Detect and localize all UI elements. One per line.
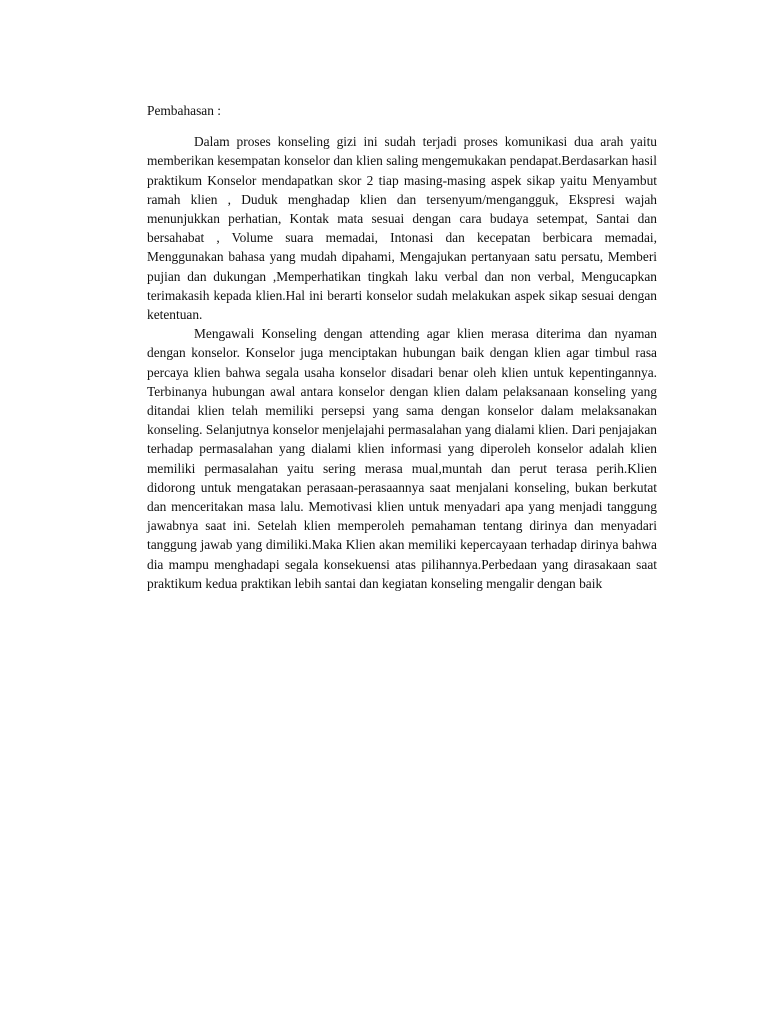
paragraph-2: Mengawali Konseling dengan attending agar klien merasa diterima dan nyaman dengan konselor. Konselor juga menciptakan hubungan baik dengan klien agar timbul rasa percaya klien bahwa segala usaha konselor disadari benar oleh klien untuk kepentingannya. Terbinanya hubungan awal antara konselor dengan klien dalam pelaksanaan konseling yang ditandai klien telah memiliki persepsi yang sama dengan konselor dalam melaksanakan konseling. Selanjutnya konselor menjelajahi permasalahan yang dialami klien. Dari penjajakan terhadap permasalahan yang dialami klien informasi yang diperoleh konselor adalah klien memiliki permasalahan yaitu sering merasa mual,muntah dan perut terasa perih.Klien didorong untuk mengatakan perasaan-perasaannya saat menjalani konseling, bukan berkutat dan menceritakan masa lalu. Memotivasi klien untuk menyadari apa yang menjadi tanggung jawabnya saat ini. Setelah klien memperoleh pemahaman tentang dirinya dan menyadari tanggung jawab yang dimiliki.Maka Klien akan memiliki kepercayaan terhadap dirinya bahwa dia mampu menghadapi segala konsekuensi atas pilihannya.Perbedaan yang dirasakaan saat praktikum kedua praktikan lebih santai dan kegiatan konseling mengalir dengan baik [147,326,657,591]
section-heading: Pembahasan : [147,103,222,118]
paragraph-1: Dalam proses konseling gizi ini sudah terjadi proses komunikasi dua arah yaitu memberikan kesempatan konselor dan klien saling mengemukakan pendapat.Berdasarkan hasil praktikum Konselor mendapatkan skor 2 tiap masing-masing aspek sikap yaitu Menyambut ramah klien , Duduk menghadap klien dan tersenyum/mengangguk, Ekspresi wajah menunjukkan perhatian, Kontak mata sesuai dengan cara budaya setempat, Santai dan bersahabat , Volume suara memadai, Intonasi dan kecepatan berbicara memadai, Menggunakan bahasa yang mudah dipahami, Mengajukan pertanyaan satu persatu, Memberi pujian dan dukungan ,Memperhatikan tingkah laku verbal dan non verbal, Mengucapkan terimakasih kepada klien.Hal ini berarti konselor sudah melakukan aspek sikap sesuai dengan ketentuan. [147,134,657,323]
document-body [147,101,657,593]
